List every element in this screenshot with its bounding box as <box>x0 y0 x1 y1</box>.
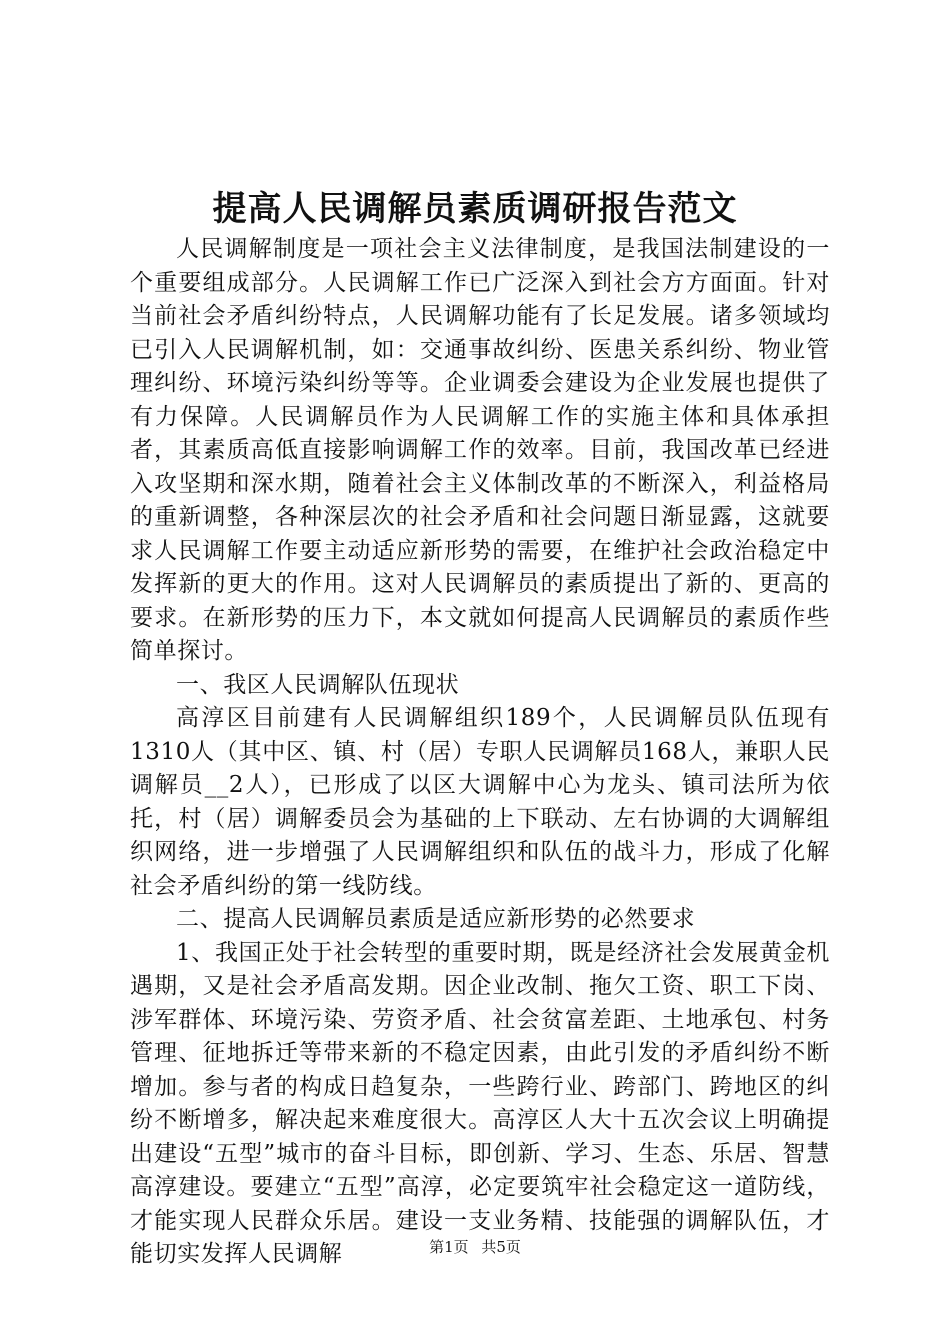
page-footer <box>0 1237 950 1257</box>
intro-paragraph: 人民调解制度是一项社会主义法律制度，是我国法制建设的一个重要组成部分。人民调解工作已广泛深入到社会方方面面。针对当前社会矛盾纠纷特点，人民调解功能有了长足发展。诸多领域均已引入人民调解机制，如：交通事故纠纷、医患关系纠纷、物业管理纠纷、环境污染纠纷等等。企业调委会建设为企业发展也提供了有力保障。人民调解员作为人民调解工作的实施主体和具体承担者，其素质高低直接影响调解工作的效率。目前，我国改革已经进入攻坚期和深水期，随着社会主义体制改革的不断深入，利益格局的重新调整，各种深层次的社会矛盾和社会问题日渐显露，这就要求人民调解工作要主动适应新形势的需要，在维护社会政治稳定中发挥新的更大的作用。这对人民调解员的素质提出了新的、更高的要求。在新形势的压力下，本文就如何提高人民调解员的素质作些简单探讨。 <box>130 236 830 664</box>
document-body <box>130 233 830 1272</box>
document-title: 提高人民调解员素质调研报告范文 <box>212 189 738 229</box>
section-2-paragraph: 1、我国正处于社会转型的重要时期，既是经济社会发展黄金机遇期，又是社会矛盾高发期。因企业改制、拖欠工资、职工下岗、涉军群体、环境污染、劳资矛盾、社会贫富差距、土地承包、村务管理、征地拆迁等带来新的不稳定因素，由此引发的矛盾纠纷不断增加。参与者的构成日趋复杂，一些跨行业、跨部门、跨地区的纠纷不断增多，解决起来难度很大。高淳区人大十五次会议上明确提出建设“五型”城市的奋斗目标，即创新、学习、生态、乐居、智慧高淳建设。要建立“五型”高淳，必定要筑牢社会稳定这一道防线，才能实现人民群众乐居。建设一支业务精、技能强的调解队伍，才能切实发挥人民调解 <box>130 939 830 1267</box>
section-heading-2: 二、提高人民调解员素质是适应新形势的必然要求 <box>176 906 696 932</box>
page-number: 第1页 <box>429 1238 469 1256</box>
section-heading-1: 一、我区人民调解队伍现状 <box>176 671 460 698</box>
section-1-paragraph: 高淳区目前建有人民调解组织189个，人民调解员队伍现有1310人（其中区、镇、村（居）专职人民调解员168人，兼职人民调解员__2人），已形成了以区大调解中心为龙头、镇司法所为依托，村（居）调解委员会为基础的上下联动、左右协调的大调解组织网络，进一步增强了人民调解组织和队伍的战斗力，形成了化解社会矛盾纠纷的第一线防线。 <box>130 705 830 899</box>
page-total: 共5页 <box>481 1238 521 1256</box>
